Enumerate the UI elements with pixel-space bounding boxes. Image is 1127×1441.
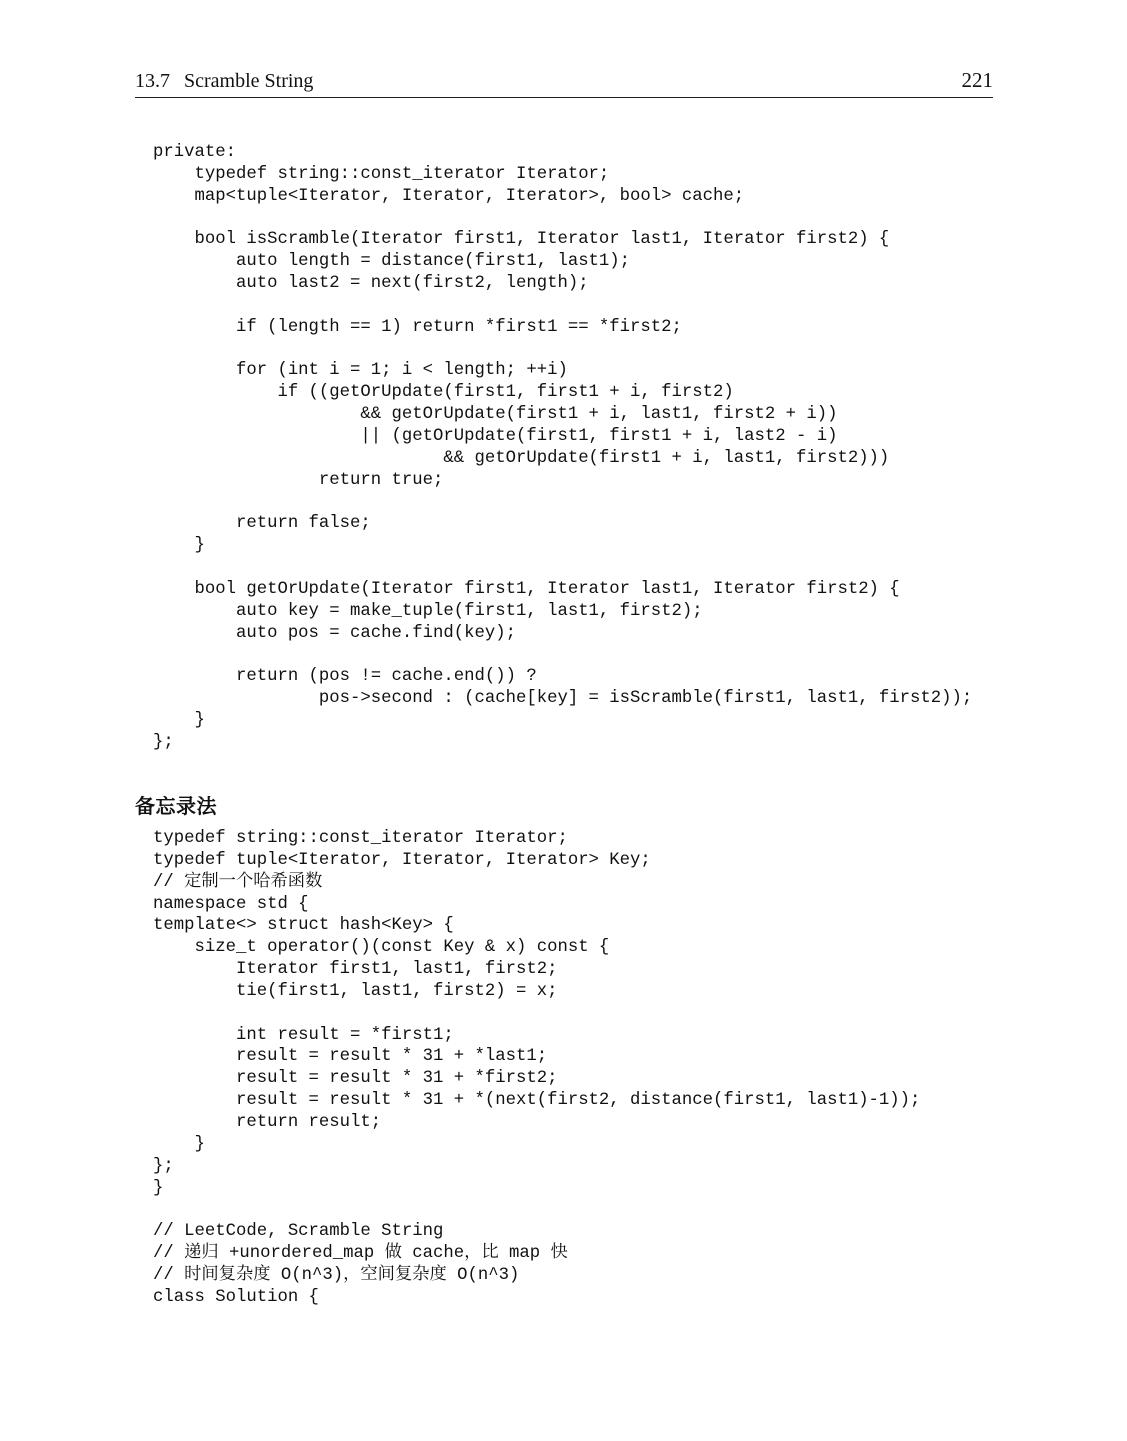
code-line: private: <box>153 143 236 162</box>
code-line: } <box>153 1134 205 1154</box>
code-line: if (length == 1) return *first1 == *first2; <box>153 317 682 337</box>
code-line: auto length = distance(first1, last1); <box>153 252 631 272</box>
code-line: pos->second : (cache[key] = isScramble(first1, last1, first2)); <box>153 689 973 709</box>
code-line: auto pos = cache.find(key); <box>153 623 516 643</box>
code-line: tie(first1, last1, first2) = x; <box>153 981 558 1001</box>
section-title: Scramble String <box>184 70 314 92</box>
code-line <box>153 295 972 317</box>
page-number: 221 <box>961 68 993 92</box>
code-line: // 时间复杂度 O(n^3)，空间复杂度 O(n^3) <box>153 1265 520 1285</box>
code-line: class Solution { <box>153 1287 319 1307</box>
code-line: if ((getOrUpdate(first1, first1 + i, first2) <box>153 383 734 403</box>
code-line: } <box>153 710 205 730</box>
code-line: } <box>153 1178 164 1198</box>
code-line: || (getOrUpdate(first1, first1 + i, last2 - i) <box>153 426 838 446</box>
code-block-memoization <box>153 828 920 1309</box>
code-line: namespace std { <box>153 894 309 914</box>
code-line: }; <box>153 1156 174 1176</box>
code-line: bool getOrUpdate(Iterator first1, Iterator last1, Iterator first2) { <box>153 579 900 599</box>
code-line: bool isScramble(Iterator first1, Iterator last1, Iterator first2) { <box>153 230 890 250</box>
header-section <box>135 70 313 93</box>
code-line: result = result * 31 + *(next(first2, distance(first1, last1)-1)); <box>153 1091 921 1111</box>
code-line <box>153 1003 920 1025</box>
code-line: auto last2 = next(first2, length); <box>153 274 589 294</box>
code-line: // 定制一个哈希函数 <box>153 872 323 892</box>
code-line: map<tuple<Iterator, Iterator, Iterator>, bool> cache; <box>153 186 745 206</box>
code-line: } <box>153 536 205 556</box>
code-line: return true; <box>153 470 444 490</box>
code-line <box>153 557 972 579</box>
code-line: return (pos != cache.end()) ? <box>153 667 537 687</box>
section-heading: 备忘录法 <box>135 794 217 818</box>
code-line <box>153 492 972 514</box>
code-line: return result; <box>153 1112 382 1132</box>
code-line: // 递归 +unordered_map 做 cache，比 map 快 <box>153 1244 568 1264</box>
code-line: }; <box>153 732 174 752</box>
code-line: && getOrUpdate(first1 + i, last1, first2 + i)) <box>153 405 838 425</box>
code-line: return false; <box>153 514 371 534</box>
code-line: Iterator first1, last1, first2; <box>153 960 558 980</box>
code-block-private-members <box>153 142 972 754</box>
code-line: auto key = make_tuple(first1, last1, first2); <box>153 601 703 621</box>
code-line: && getOrUpdate(first1 + i, last1, first2))) <box>153 448 890 468</box>
code-line: result = result * 31 + *last1; <box>153 1047 548 1067</box>
code-line: typedef string::const_iterator Iterator; <box>153 829 568 848</box>
section-number: 13.7 <box>135 70 170 92</box>
code-line <box>153 208 972 230</box>
code-line <box>153 644 972 666</box>
code-line <box>153 1199 920 1221</box>
running-header <box>135 68 993 98</box>
code-line: typedef string::const_iterator Iterator; <box>153 164 610 184</box>
code-line <box>153 339 972 361</box>
code-line: for (int i = 1; i < length; ++i) <box>153 361 568 381</box>
code-line: size_t operator()(const Key & x) const { <box>153 938 610 958</box>
code-line: // LeetCode, Scramble String <box>153 1222 444 1242</box>
code-line: int result = *first1; <box>153 1025 454 1045</box>
code-line: typedef tuple<Iterator, Iterator, Iterator> Key; <box>153 850 651 870</box>
code-line: template<> struct hash<Key> { <box>153 916 454 936</box>
code-line: result = result * 31 + *first2; <box>153 1069 558 1089</box>
